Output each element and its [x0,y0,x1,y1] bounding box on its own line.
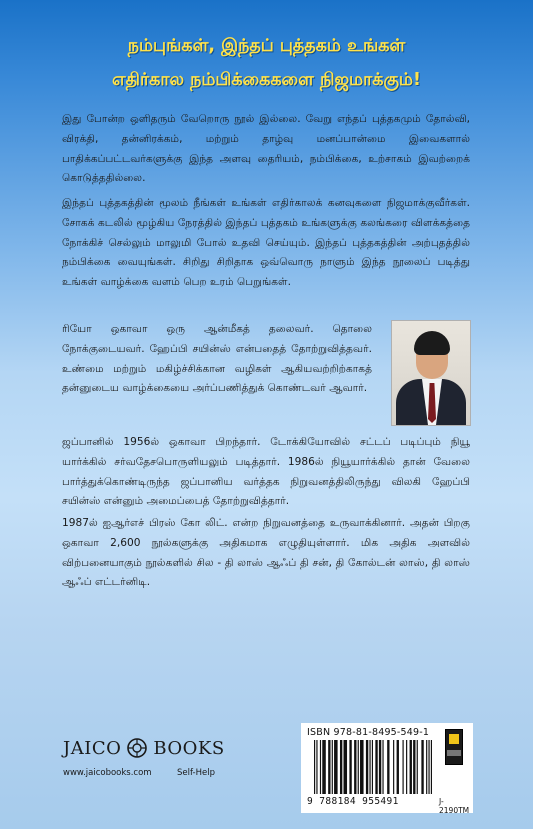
headline-line-2: எதிர்கால நம்பிக்கைகளை நிஜமாக்கும்! [112,70,421,90]
isbn-label: ISBN 978-81-8495-549-1 [307,727,430,738]
author-bio-history: ஜப்பானில் 1956ல் ஒகாவா பிறந்தார். டோக்கியோவில் சட்டப் படிப்பும் நியூ யார்க்கில் சர்வதேசபொருளியலும் படித்தார். 1986ல் நியூயார்க்கில் தான் வேலை பார்த்துக்கொண்டிருந்த ஜப்பானிய வர்த்தக நிறுவனத்திலிருந்து விலகி ஹேப்பி சயின்ஸ் என்னும் அமைப்பைத் தோற்றுவித்தார். [62,436,470,508]
author-bio-intro: ரியோ ஒகாவா ஒரு ஆன்மீகத் தலைவர். தொலை நோக்குடையவர். ஹேப்பி சயின்ஸ் என்பதைத் தோற்றுவித்தவர். உண்மை மற்றும் மகிழ்ச்சிக்கான வழிகள் ஆகியவற்றிற்காகத் தன்னுடைய வாழ்க்கையை அர்ப்பணித்துக் கொண்டவர் ஆவார். [62,323,372,395]
blurb-paragraph-2: இந்தப் புத்தகத்தின் மூலம் நீங்கள் உங்கள் எதிர்காலக் கனவுகளை நிஜமாக்குவீர்கள். சோகக் கடலில் மூழ்கிய நேரத்தில் இந்தப் புத்தகம் உங்களுக்கு கலங்கரை விளக்கத்தை நோக்கிச் செல்லும் மாலுமி போல் உதவி செய்யும். இந்தப் புத்தகத்தின் அற்புதத்தில் நம்பிக்கை வையுங்கள். சிறிது சிறிதாக ஒவ்வொரு நாளும் இந்த நூலைப் படித்து உங்கள் வாழ்க்கை வளம் பெற உரம் பெறுங்கள். [62,197,470,289]
barcode-graphic [313,740,433,794]
headline-line-1: நம்புங்கள், இந்தப் புத்தகம் உங்கள் [127,36,406,56]
publisher-mark-icon [445,729,463,765]
publisher-logo [63,736,225,760]
publisher-emblem-icon [127,738,147,758]
publisher-name-right: BOOKS [153,737,225,759]
publisher-website: www.jaicobooks.com [63,768,152,778]
barcode-digits: 9 788184 955491 [307,796,399,807]
isbn-barcode-panel [301,723,473,813]
author-photo [391,320,471,426]
author-bio-works: 1987ல் ஐஆர்எச் பிரஸ் கோ லிட். என்ற நிறுவனத்தை உருவாக்கினார். அதன் பிறகு ஒகாவா 2,600 நூல்களுக்கு அதிகமாக எழுதியுள்ளார். மிக அதிக அளவில் விற்பனையாகும் நூல்களில் சில - தி லாஸ் ஆஃப் தி சன், தி கோல்டன் லாஸ், தி லாஸ் ஆஃப் எட்டர்னிடி. [62,517,470,589]
catalog-code: J-2190TM [439,797,470,815]
blurb-paragraph-1: இது போன்ற ஒளிதரும் வேறொரு நூல் இல்லை. வேறு எந்தப் புத்தகமும் தோல்வி, விரக்தி, தன்னிரக்கம், மற்றும் தாழ்வு மனப்பான்மை இவைகளால் பாதிக்கப்பட்டவர்களுக்கு இந்த அளவு தைரியம், நம்பிக்கை, உற்சாகம் இவற்றைக் கொடுத்ததில்லை. [62,113,470,185]
book-category: Self-Help [177,768,215,778]
publisher-name-left: JAICO [63,737,122,759]
